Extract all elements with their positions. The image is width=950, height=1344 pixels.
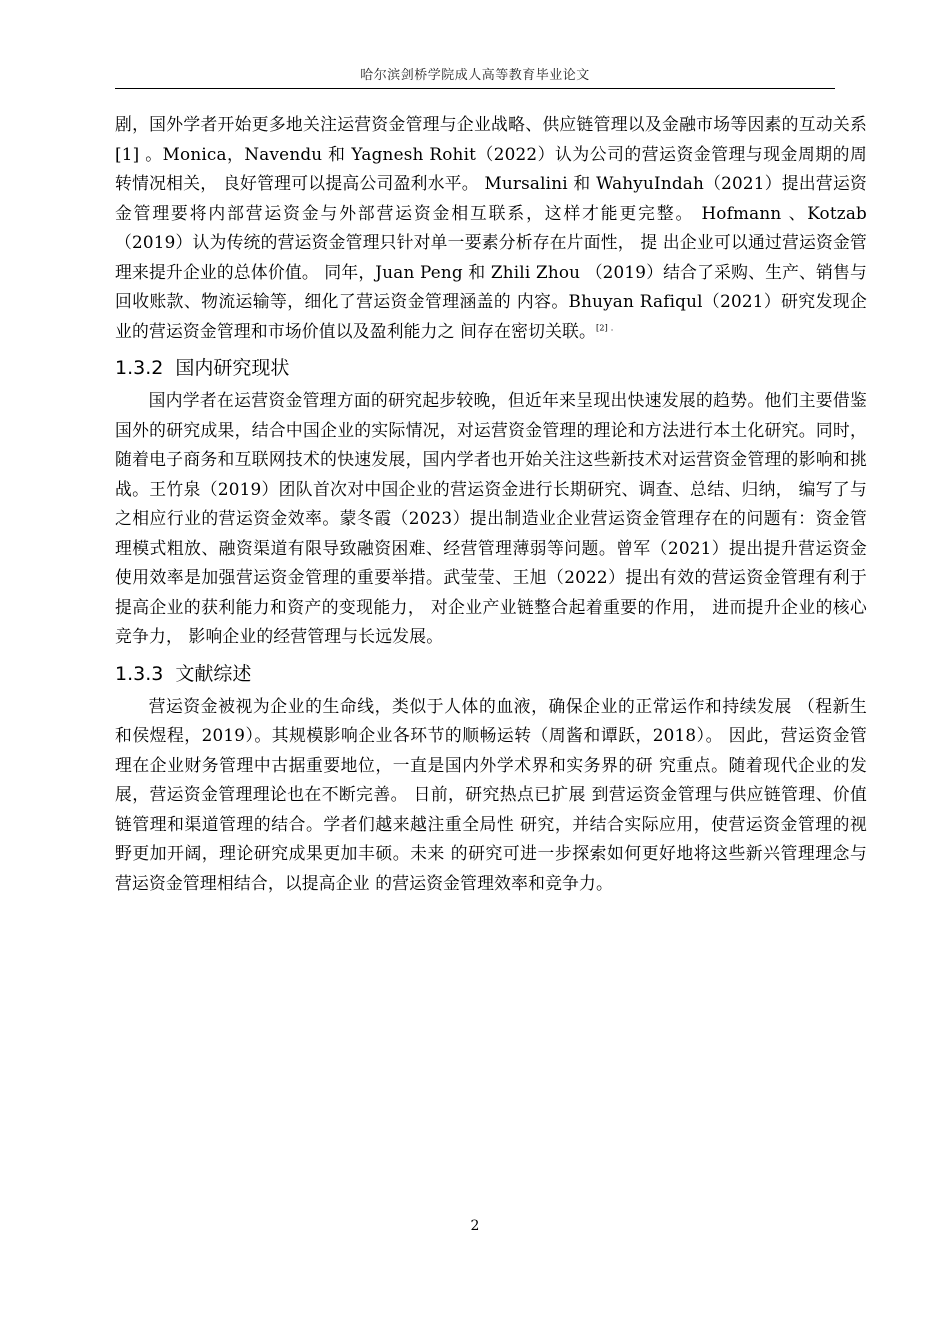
section-heading-1-3-2 [115, 354, 867, 382]
running-header: 哈尔滨剑桥学院成人高等教育毕业论文 [360, 68, 590, 83]
section-title: 文献综述 [175, 662, 252, 685]
section-title: 国内研究现状 [175, 357, 290, 379]
section-heading-1-3-3 [115, 660, 867, 688]
citation-ref: [2] . [596, 322, 614, 332]
section-number: 1.3.3 [115, 662, 164, 685]
paragraph-foreign-research-text: 剧，国外学者开始更多地关注运营资金管理与企业战略、供应链管理以及金融市场等因素的互动关系[1] 。Monica，Navendu 和 Yagnesh Rohit（2022）认为公司的营运资金管理与现金周期的周转情况相关， 良好管理可以提高公司盈利水平。 Mursalini 和 WahyuIndah（2021）提出营运资金管理要将内部营运资金与外部营运资金相互联系，这样才能更完整。 Hofmann 、Kotzab（2019）认为传统的营运资金管理只针对单一要素分析存在片面性， 提 出企业可以通过营运资金管理来提升企业的总体价值。 同年，Juan Peng 和 Zhili Zhou （2019）结合了采购、生产、销售与回收账款、物流运输等，细化了营运资金管理涵盖的 内容。Bhuyan Rafiqul（2021）研究发现企业的营运资金管理和市场价值以及盈利能力之 间存在密切关联。 [115, 114, 867, 341]
paragraph-literature-review: 营运资金被视为企业的生命线，类似于人体的血液，确保企业的正常运作和持续发展 （程新生和侯煜程，2019）。其规模影响企业各环节的顺畅运转（周酱和谭跃，2018）。 因此，营运资金管理在企业财务管理中古据重要地位，一直是国内外学术界和实务界的研 究重点。随着现代企业的发展，营运资金管理理论也在不断完善。 日前，研究热点已扩展 到营运资金管理与供应链管理、价值链管理和渠道管理的结合。学者们越来越注重全局性 研究，并结合实际应用，使营运资金管理的视野更加开阔，理论研究成果更加丰硕。未来 的研究可进一步探索如何更好地将这些新兴管理理念与营运资金管理相结合，以提高企业 的营运资金管理效率和竞争力。 [115, 695, 867, 893]
page-number: 2 [470, 1218, 480, 1234]
paragraph-domestic-research: 国内学者在运营资金管理方面的研究起步较晚，但近年来呈现出快速发展的趋势。他们主要借鉴国外的研究成果，结合中国企业的实际情况，对运营资金管理的理论和方法进行本土化研究。同时，随着电子商务和互联网技术的快速发展，国内学者也开始关注这些新技术对运营资金管理的影响和挑战。王竹泉（2019）团队首次对中国企业的营运资金进行长期研究、调查、总结、归纳， 编写了与之相应行业的营运资金效率。蒙冬霞（2023）提出制造业企业营运资金管理存在的问题有：资金管理模式粗放、融资渠道有限导致融资困难、经营管理薄弱等问题。曾军（2021）提出提升营运资金使用效率是加强营运资金管理的重要举措。武莹莹、王旭（2022）提出有效的营运资金管理有利于提高企业的获利能力和资产的变现能力， 对企业产业链整合起着重要的作用， 进而提升企业的核心竞争力， 影响企业的经营管理与长远发展。 [115, 390, 867, 646]
page-body [115, 110, 867, 898]
section-number: 1.3.2 [115, 357, 164, 379]
paragraph-foreign-research [115, 110, 867, 346]
header-rule [115, 88, 835, 89]
